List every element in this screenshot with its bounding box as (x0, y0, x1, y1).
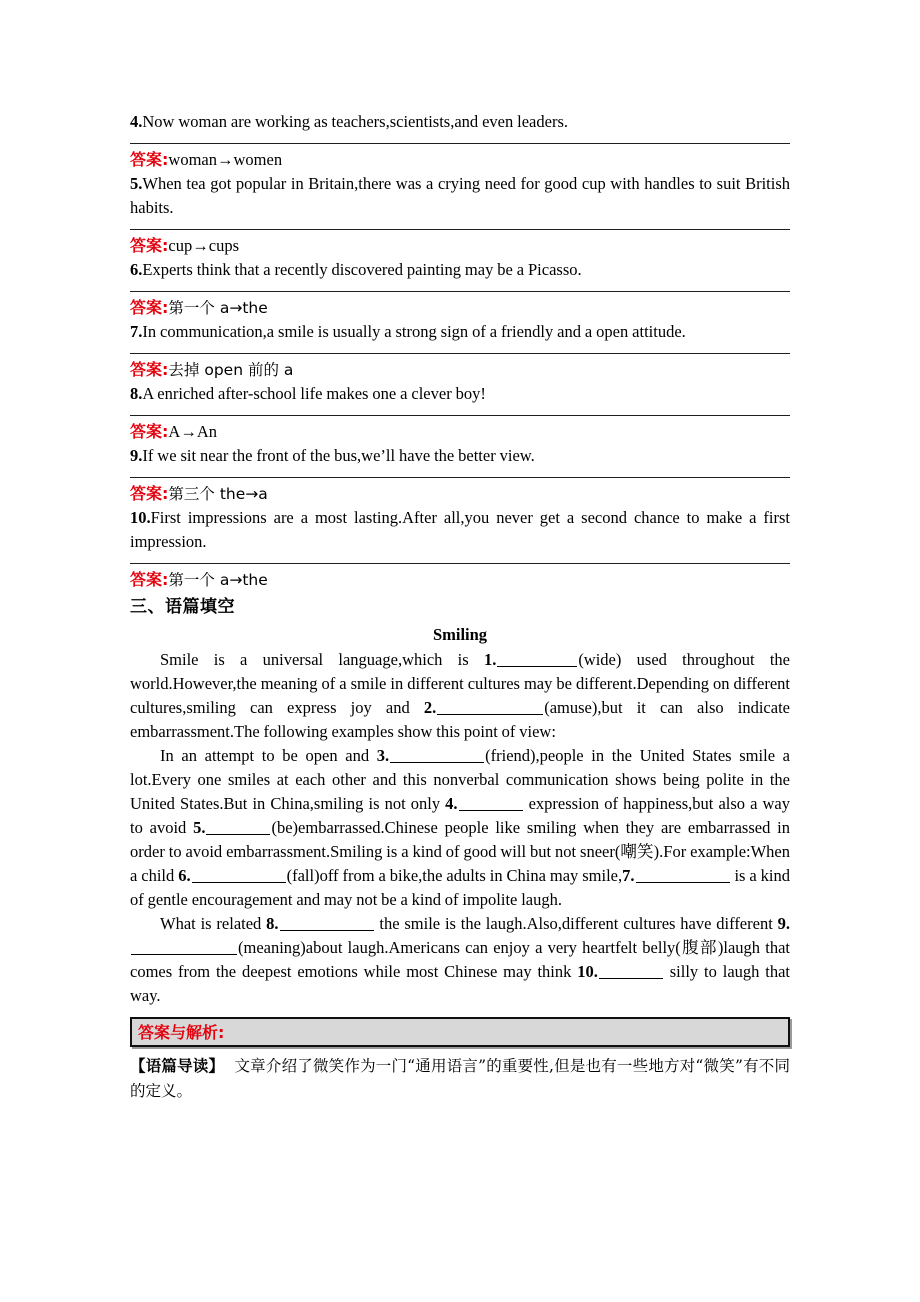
question-text-9: If we sit near the front of the bus,we’ll have the better view. (142, 446, 535, 465)
answer-label-9: 答案 (130, 484, 163, 503)
answer-label-5: 答案 (130, 236, 163, 255)
question-item-10 (130, 506, 790, 554)
para2-text-d: (be)embarrassed.Chinese people like smiling when they are embarrassed in order to avoid embarrassment.Smiling is a kind of good will but not sneer(嘲笑).For example:When a child (130, 818, 790, 885)
answer-colon-4: : (162, 150, 169, 169)
blank-field-4[interactable] (459, 794, 523, 811)
answer-colon-6: : (162, 298, 169, 317)
answer-item-4 (130, 148, 790, 172)
blank-field-2[interactable] (437, 698, 543, 715)
passage-guide-text: 文章介绍了微笑作为一门“通用语言”的重要性,但是也有一些地方对“微笑”有不同的定义。 (130, 1057, 790, 1100)
question-number-5: 5. (130, 174, 143, 193)
answers-and-analysis-label: 答案与解析: (138, 1023, 225, 1042)
question-item-4 (130, 110, 790, 134)
para2-text-e: (fall)off from a bike,the adults in China may smile, (286, 866, 623, 885)
answer-item-5 (130, 234, 790, 258)
blank-field-6[interactable] (192, 866, 286, 883)
para3-text-c: (meaning)about laugh.Americans can enjoy a very heartfelt belly(腹部)laugh that comes from the deepest emotions while most Chinese may think (130, 938, 790, 981)
answer-rule-10 (130, 563, 790, 564)
question-number-4: 4. (130, 112, 143, 131)
blank-number-6: 6. (178, 866, 191, 885)
answer-value-9: 第三个 the→a (168, 485, 268, 503)
para2-text-f: is a kind of gentle encouragement and may not be a kind of impolite laugh. (130, 866, 791, 909)
passage-guide (130, 1053, 790, 1104)
question-text-10: First impressions are a most lasting.After all,you never get a second chance to make a first impression. (130, 508, 790, 551)
answer-colon-5: : (162, 236, 169, 255)
question-text-6: Experts think that a recently discovered painting may be a Picasso. (142, 260, 582, 279)
answer-value-5: cup→cups (168, 236, 239, 255)
answer-value-6: 第一个 a→the (168, 299, 268, 317)
para1-text-c: (amuse),but it can also indicate embarrassment.The following examples show this point of view: (130, 698, 790, 741)
answer-value-4: woman→women (168, 150, 283, 169)
blank-number-3: 3. (376, 746, 390, 765)
para3-text-b: the smile is the laugh.Also,different cultures have different (374, 914, 778, 933)
question-text-4: Now woman are working as teachers,scientists,and even leaders. (142, 112, 568, 131)
answer-value-8: A→An (168, 422, 218, 441)
answer-label-7: 答案 (130, 360, 163, 379)
question-item-9 (130, 444, 790, 468)
blank-number-4: 4. (445, 794, 458, 813)
answer-rule-5 (130, 229, 790, 230)
answer-colon-7: : (162, 360, 169, 379)
answer-colon-10: : (162, 570, 169, 589)
blank-field-3[interactable] (390, 746, 484, 763)
question-item-8 (130, 382, 790, 406)
blank-number-5: 5. (193, 818, 206, 837)
section-heading-cloze: 三、语篇填空 (130, 597, 235, 617)
answer-item-9 (130, 482, 790, 506)
answer-label-6: 答案 (130, 298, 163, 317)
question-text-5: When tea got popular in Britain,there was a crying need for good cup with handles to suit British habits. (130, 174, 790, 217)
blank-field-7[interactable] (636, 866, 730, 883)
blank-number-7: 7. (622, 866, 635, 885)
blank-number-2: 2. (423, 698, 437, 717)
answer-rule-9 (130, 477, 790, 478)
para1-text-b: (wide) used throughout the world.However,the meaning of a smile in different cultures may be different.Depending on different cultures,smiling can express joy and (130, 650, 790, 717)
answer-item-7 (130, 358, 790, 382)
blank-number-9: 9. (777, 914, 790, 933)
answer-item-6 (130, 296, 790, 320)
passage-paragraph-1 (130, 648, 790, 744)
question-item-5 (130, 172, 790, 220)
question-item-6 (130, 258, 790, 282)
answer-item-8 (130, 420, 790, 444)
answer-rule-8 (130, 415, 790, 416)
answer-item-10 (130, 568, 790, 592)
blank-number-1: 1. (483, 650, 497, 669)
answer-rule-6 (130, 291, 790, 292)
para2-text-c: expression of happiness,but also a way to avoid (130, 794, 790, 837)
para2-text-a: In an attempt to be open and (160, 746, 377, 765)
question-number-7: 7. (130, 322, 143, 341)
answer-rule-7 (130, 353, 790, 354)
blank-field-1[interactable] (497, 650, 577, 667)
answer-label-10: 答案 (130, 570, 163, 589)
passage-paragraph-2 (130, 744, 790, 912)
para1-text-a: Smile is a universal language,which is (160, 650, 484, 669)
question-text-7: In communication,a smile is usually a strong sign of a friendly and a open attitude. (142, 322, 686, 341)
question-text-8: A enriched after-school life makes one a clever boy! (142, 384, 486, 403)
answers-and-analysis-banner (130, 1017, 790, 1047)
blank-number-10: 10. (577, 962, 598, 981)
page-content (130, 110, 790, 1104)
answer-rule-4 (130, 143, 790, 144)
blank-field-8[interactable] (280, 914, 374, 931)
blank-field-9[interactable] (131, 938, 237, 955)
blank-number-8: 8. (266, 914, 279, 933)
passage-title: Smiling (432, 625, 488, 644)
para2-text-b: (friend),people in the United States smile a lot.Every one smiles at each other and this nonverbal communication shows being polite in the United States.But in China,smiling is not only (130, 746, 791, 813)
answer-colon-9: : (162, 484, 169, 503)
question-item-7 (130, 320, 790, 344)
answer-value-7: 去掉 open 前的 a (168, 361, 294, 379)
question-number-6: 6. (130, 260, 143, 279)
question-number-9: 9. (130, 446, 143, 465)
question-number-8: 8. (130, 384, 143, 403)
answer-colon-8: : (162, 422, 169, 441)
passage-guide-tag: 【语篇导读】 (130, 1056, 225, 1075)
passage-paragraph-3 (130, 912, 790, 1008)
answer-value-10: 第一个 a→the (168, 571, 268, 589)
blank-field-5[interactable] (206, 818, 270, 835)
answer-label-4: 答案 (130, 150, 163, 169)
para3-text-d: silly to laugh that way. (130, 962, 790, 1005)
answer-label-8: 答案 (130, 422, 163, 441)
question-number-10: 10. (130, 508, 151, 527)
blank-field-10[interactable] (599, 962, 663, 979)
para3-text-a: What is related (160, 914, 267, 933)
